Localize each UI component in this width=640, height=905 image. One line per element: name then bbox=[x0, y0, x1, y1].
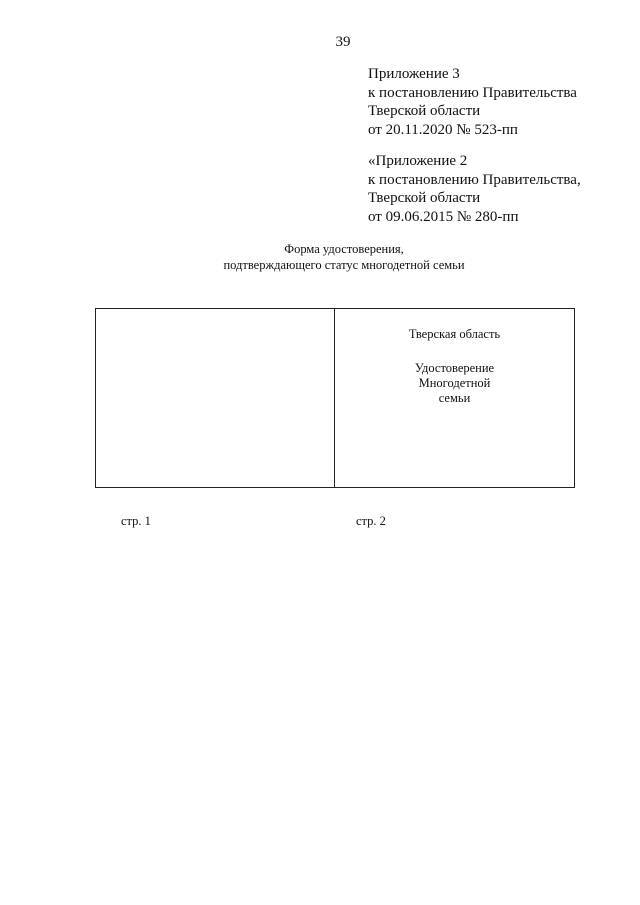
appendix-2-line: «Приложение 2 bbox=[368, 153, 468, 169]
appendix-2-line: Тверской области bbox=[368, 190, 481, 206]
appendix-2-line: к постановлению Правительства, bbox=[368, 171, 581, 188]
page-number: 39 bbox=[335, 34, 351, 50]
page-label-2: стр. 2 bbox=[356, 514, 386, 528]
card-cover-page bbox=[335, 309, 574, 487]
card-title-line: Многодетной bbox=[418, 376, 491, 390]
form-title bbox=[0, 241, 640, 273]
appendix-3-line: к постановлению Правительства bbox=[368, 84, 577, 101]
form-title-line: подтверждающего статус многодетной семьи bbox=[223, 258, 465, 272]
appendix-3-line: от 20.11.2020 № 523-пп bbox=[368, 121, 518, 138]
appendix-3-header bbox=[368, 65, 577, 139]
card-title-line: семьи bbox=[438, 391, 471, 405]
appendix-2-line: от 09.06.2015 № 280-пп bbox=[368, 208, 519, 225]
appendix-3-line: Тверской области bbox=[368, 103, 481, 119]
card-title-line: Удостоверение bbox=[414, 361, 495, 375]
page-label-1: стр. 1 bbox=[121, 514, 151, 528]
card-title bbox=[335, 361, 574, 406]
appendix-3-line: Приложение 3 bbox=[368, 66, 460, 82]
certificate-form-card bbox=[95, 308, 575, 488]
appendix-2-header bbox=[368, 152, 581, 226]
form-title-line: Форма удостоверения, bbox=[284, 242, 404, 256]
card-region: Тверская область bbox=[408, 327, 501, 341]
